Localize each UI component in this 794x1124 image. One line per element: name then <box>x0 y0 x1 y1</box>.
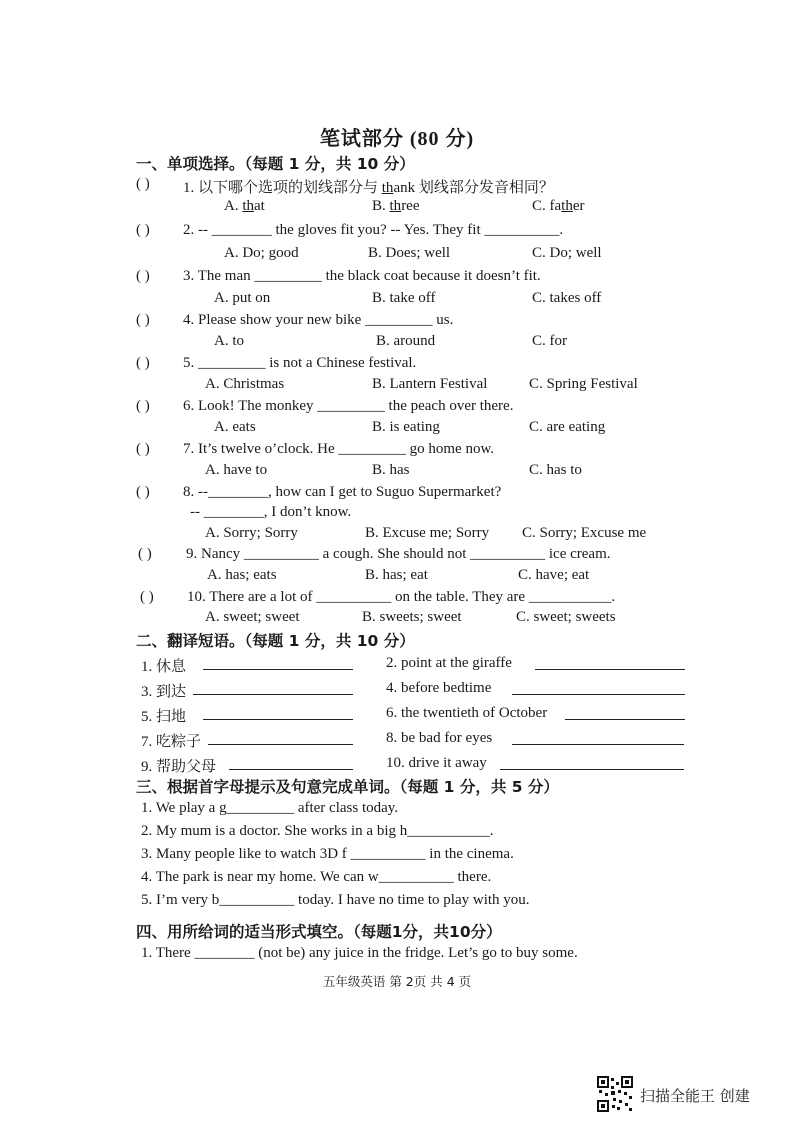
section3-heading: 三、根据首字母提示及句意完成单词。（每题 1 分，共 5 分） <box>136 778 559 796</box>
translation-item-en: 2. point at the giraffe <box>386 655 512 671</box>
option-b: B. three <box>372 198 420 214</box>
translation-item-cn: 5. 扫地 <box>141 709 187 725</box>
answer-line <box>512 694 685 695</box>
option-c: C. takes off <box>532 290 602 306</box>
translation-item-cn: 7. 吃粽子 <box>141 734 202 750</box>
option-b: B. Excuse me; Sorry <box>365 525 490 541</box>
translation-item-en: 8. be bad for eyes <box>386 730 493 746</box>
option-b: B. is eating <box>372 419 440 435</box>
answer-line <box>512 744 684 745</box>
question-text: 7. It’s twelve o’clock. He _________ go home now. <box>183 441 495 457</box>
question-text: 6. Look! The monkey _________ the peach over there. <box>183 398 514 414</box>
answer-paren: ( ) <box>136 441 150 457</box>
fill-in-sentence: 3. Many people like to watch 3D f __________ in the cinema. <box>141 846 514 862</box>
option-c: C. Spring Festival <box>529 376 638 392</box>
section1-heading: 一、单项选择。（每题 1 分，共 10 分） <box>136 155 415 173</box>
question-text: 8. --________, how can I get to Suguo Supermarket? <box>183 484 502 500</box>
translation-item-en: 6. the twentieth of October <box>386 705 548 721</box>
answer-line <box>208 744 353 745</box>
answer-line <box>203 669 353 670</box>
option-a: A. put on <box>214 290 271 306</box>
question-text: 1. 以下哪个选项的划线部分与 thank 划线部分发音相同？ <box>183 180 554 196</box>
option-a: A. to <box>214 333 244 349</box>
question-text: 10. There are a lot of __________ on the table. They are ___________. <box>187 589 616 605</box>
option-c: C. for <box>532 333 567 349</box>
option-b: B. Does; well <box>368 245 451 261</box>
option-c: C. Do; well <box>532 245 602 261</box>
answer-paren: ( ) <box>136 355 150 371</box>
section2-heading: 二、翻译短语。（每题 1 分，共 10 分） <box>136 632 415 650</box>
option-a: A. Sorry; Sorry <box>205 525 298 541</box>
answer-paren: ( ) <box>136 312 150 328</box>
answer-line <box>203 719 353 720</box>
option-a: A. Do; good <box>224 245 299 261</box>
translation-item-en: 10. drive it away <box>386 755 487 771</box>
option-c: C. have; eat <box>518 567 590 583</box>
answer-paren: ( ) <box>136 398 150 414</box>
qr-code-icon <box>597 1076 633 1112</box>
translation-item-cn: 9. 帮助父母 <box>141 759 217 775</box>
option-c: C. has to <box>529 462 582 478</box>
page-footer: 五年级英语 第 2页 共 4 页 <box>322 974 472 989</box>
answer-line <box>535 669 685 670</box>
fill-in-sentence: 4. The park is near my home. We can w__________ there. <box>141 869 492 885</box>
option-b: B. has <box>372 462 410 478</box>
answer-paren: ( ) <box>138 546 152 562</box>
fill-in-sentence: 1. We play a g_________ after class today. <box>141 800 399 816</box>
section4-heading: 四、用所给词的适当形式填空。（每题1分，共10分） <box>136 923 502 941</box>
answer-paren: ( ) <box>136 222 150 238</box>
answer-line <box>500 769 684 770</box>
answer-line <box>229 769 353 770</box>
question-text: 5. _________ is not a Chinese festival. <box>183 355 417 371</box>
question-text: 2. -- ________ the gloves fit you? -- Yes. They fit __________. <box>183 222 564 238</box>
option-c: C. father <box>532 198 585 214</box>
answer-line <box>193 694 353 695</box>
page-title: 笔试部分 (80 分) <box>319 128 475 150</box>
option-a: A. sweet; sweet <box>205 609 300 625</box>
question-text: 3. The man _________ the black coat because it doesn’t fit. <box>183 268 541 284</box>
option-b: B. around <box>376 333 436 349</box>
option-c: C. sweet; sweets <box>516 609 616 625</box>
answer-paren: ( ) <box>136 268 150 284</box>
fill-in-sentence: 1. There ________ (not be) any juice in the fridge. Let’s go to buy some. <box>141 945 578 961</box>
option-c: C. Sorry; Excuse me <box>522 525 647 541</box>
fill-in-sentence: 5. I’m very b__________ today. I have no time to play with you. <box>141 892 530 908</box>
translation-item-cn: 1. 休息 <box>141 659 187 675</box>
translation-item-en: 4. before bedtime <box>386 680 492 696</box>
option-a: A. that <box>224 198 265 214</box>
option-b: B. take off <box>372 290 436 306</box>
answer-paren: ( ) <box>140 589 154 605</box>
question-text-line2: -- ________, I don’t know. <box>190 504 352 520</box>
scanner-watermark-text: 扫描全能王 创建 <box>640 1087 750 1105</box>
option-b: B. sweets; sweet <box>362 609 462 625</box>
question-text: 4. Please show your new bike _________ us. <box>183 312 454 328</box>
answer-paren: ( ) <box>136 176 150 192</box>
option-a: A. has; eats <box>207 567 277 583</box>
option-a: A. Christmas <box>205 376 285 392</box>
answer-line <box>565 719 685 720</box>
translation-item-cn: 3. 到达 <box>141 684 187 700</box>
option-c: C. are eating <box>529 419 606 435</box>
option-b: B. has; eat <box>365 567 428 583</box>
question-text: 9. Nancy __________ a cough. She should not __________ ice cream. <box>186 546 611 562</box>
answer-paren: ( ) <box>136 484 150 500</box>
option-a: A. have to <box>205 462 268 478</box>
fill-in-sentence: 2. My mum is a doctor. She works in a big h___________. <box>141 823 494 839</box>
option-a: A. eats <box>214 419 256 435</box>
option-b: B. Lantern Festival <box>372 376 488 392</box>
